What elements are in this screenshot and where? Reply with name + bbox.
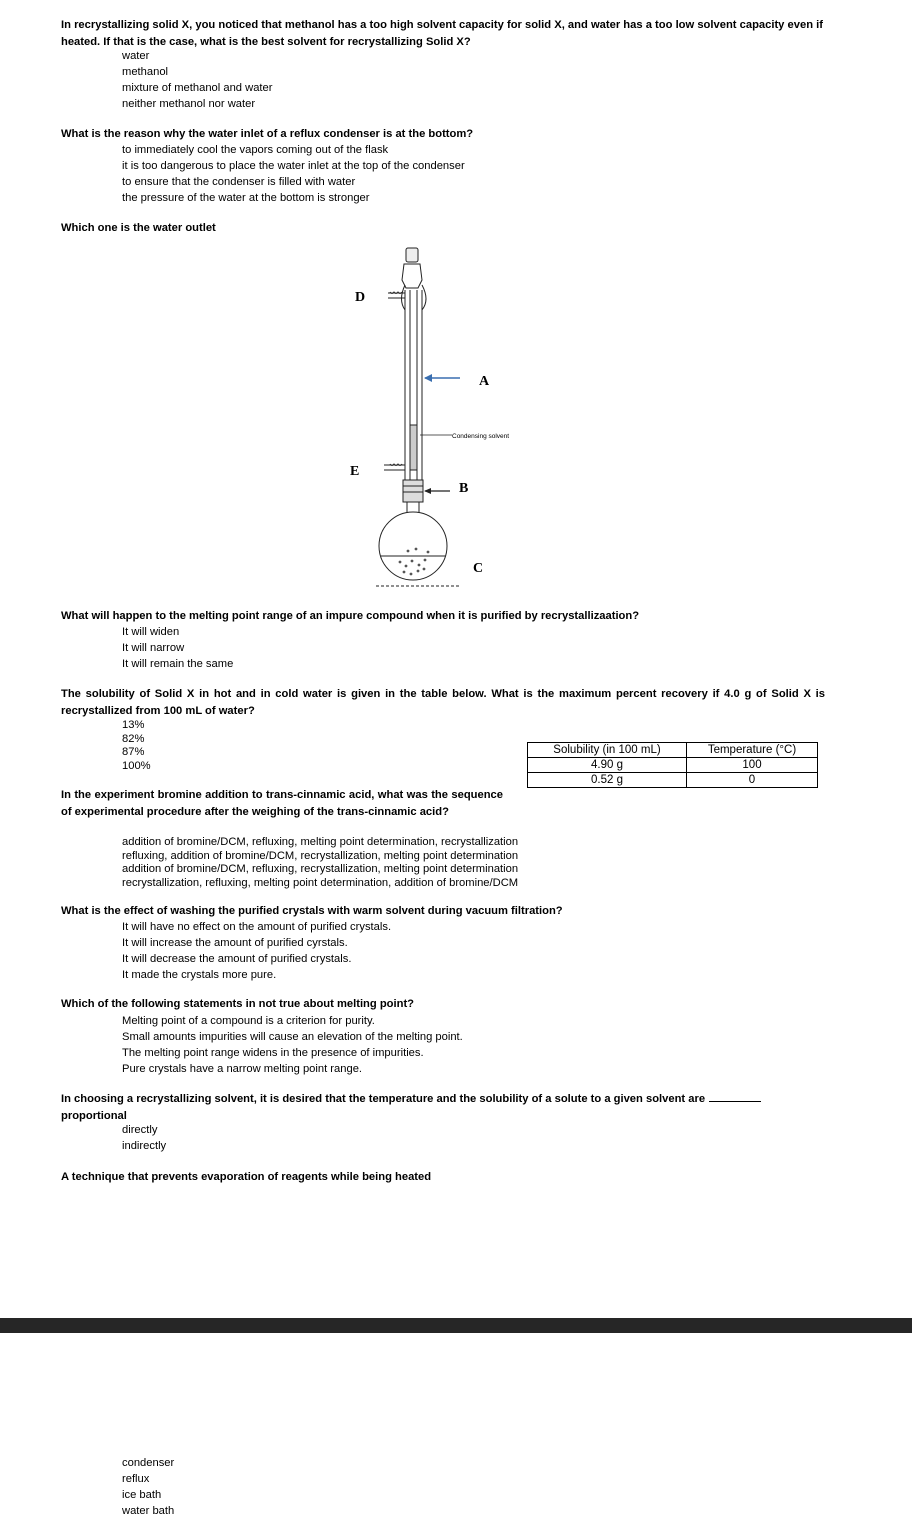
- question-7-option-3[interactable]: It will decrease the amount of purified crystals.: [122, 953, 352, 965]
- question-9-block: [61, 1091, 825, 1125]
- question-7-options: [122, 919, 391, 983]
- temperature-header: Temperature (°C): [687, 743, 818, 758]
- table-cell: 0: [687, 773, 818, 788]
- question-1-options: [122, 48, 273, 112]
- label-c: C: [473, 561, 484, 576]
- question-4-option-2[interactable]: It will narrow: [122, 642, 185, 654]
- arrow-b-head: [424, 488, 431, 494]
- question-5-text: The solubility of Solid X in hot and in cold water is given in the table below. What is the maximum percent recovery if 4.0 g of Solid X is recrystallized from 100 mL of water?: [61, 688, 825, 717]
- question-2-option-4[interactable]: the pressure of the water at the bottom is stronger: [122, 192, 370, 204]
- question-7-text: What is the effect of washing the purified crystals with warm solvent during vacuum filtration?: [61, 905, 563, 917]
- question-2-option-3[interactable]: to ensure that the condenser is filled with water: [122, 176, 356, 188]
- question-2-option-2[interactable]: it is too dangerous to place the water inlet at the top of the condenser: [122, 160, 465, 172]
- water-inlet-hose-e: [384, 465, 405, 470]
- table-row: [528, 773, 818, 788]
- question-10-options: [122, 1455, 174, 1519]
- question-9-text-end: proportional: [61, 1110, 127, 1122]
- question-8-option-3[interactable]: The melting point range widens in the presence of impurities.: [122, 1047, 424, 1059]
- solubility-table-header: [528, 743, 818, 758]
- question-10-option-3[interactable]: ice bath: [122, 1489, 162, 1501]
- question-1-option-3[interactable]: mixture of methanol and water: [122, 82, 273, 94]
- condenser-top-joint: [402, 264, 422, 288]
- question-2-option-1[interactable]: to immediately cool the vapors coming out of the flask: [122, 144, 389, 156]
- question-4-text: What will happen to the melting point range of an impure compound when it is purified by recrystallizaation?: [61, 610, 640, 622]
- question-5-option-1[interactable]: 13%: [122, 719, 145, 731]
- boiling-chips: [399, 548, 430, 576]
- question-1-option-2[interactable]: methanol: [122, 66, 169, 78]
- question-6-option-1[interactable]: addition of bromine/DCM, refluxing, melting point determination, recrystallization: [122, 836, 519, 848]
- question-5-option-3[interactable]: 87%: [122, 746, 145, 758]
- solubility-table: [527, 742, 818, 788]
- page-separator-bar: [0, 1318, 912, 1333]
- question-3-text: Which one is the water outlet: [61, 222, 216, 234]
- condenser-upper-bulge: [422, 285, 426, 310]
- question-5-option-2[interactable]: 82%: [122, 732, 145, 745]
- arrow-a-head: [424, 374, 432, 382]
- condenser-packing: [410, 425, 417, 470]
- question-9-option-2[interactable]: indirectly: [122, 1140, 167, 1152]
- question-4-option-1[interactable]: It will widen: [122, 626, 180, 638]
- question-4-options: [122, 624, 233, 672]
- question-4-option-3[interactable]: It will remain the same: [122, 658, 234, 670]
- question-7-option-1[interactable]: It will have no effect on the amount of purified crystals.: [122, 921, 392, 933]
- question-8-option-1[interactable]: Melting point of a compound is a criterion for purity.: [122, 1015, 375, 1027]
- label-e: E: [350, 464, 360, 479]
- question-1-option-1[interactable]: water: [122, 50, 150, 62]
- question-6-options: [122, 836, 518, 890]
- question-1-option-4[interactable]: neither methanol nor water: [122, 98, 256, 110]
- table-cell: 100: [687, 758, 818, 773]
- question-8-option-2[interactable]: Small amounts impurities will cause an elevation of the melting point.: [122, 1031, 463, 1043]
- question-6-option-3[interactable]: addition of bromine/DCM, refluxing, recrystallization, melting point determination: [122, 863, 519, 875]
- question-10-option-1[interactable]: condenser: [122, 1457, 175, 1469]
- question-10-option-4[interactable]: water bath: [122, 1505, 175, 1517]
- table-row: [528, 758, 818, 773]
- table-cell: 4.90 g: [528, 758, 687, 773]
- question-9-options: [122, 1122, 166, 1154]
- question-6-option-4[interactable]: recrystallization, refluxing, melting point determination, addition of bromine/DCM: [122, 876, 519, 889]
- round-bottom-flask: [379, 512, 447, 580]
- question-2-options: [122, 142, 465, 206]
- question-6-option-2[interactable]: refluxing, addition of bromine/DCM, recrystallization, melting point determination: [122, 849, 519, 862]
- question-8-options: [122, 1013, 463, 1077]
- reflux-condenser-diagram: [340, 240, 540, 590]
- solubility-header: Solubility (in 100 mL): [528, 743, 687, 758]
- question-1-text: In recrystallizing solid X, you noticed that methanol has a too high solvent capacity for solid X, and water has a too low solvent capacity even if heated. If that is the case, what is the best solvent for recrystallizing Solid X?: [61, 19, 823, 48]
- label-d: D: [355, 290, 366, 305]
- question-6-text: In the experiment bromine addition to trans-cinnamic acid, what was the sequence of experimental procedure after the weighing of the trans-cinnamic acid?: [61, 789, 503, 818]
- question-2-text: What is the reason why the water inlet of a reflux condenser is at the bottom?: [61, 128, 474, 140]
- condenser-stopper: [406, 248, 418, 262]
- label-b: B: [459, 481, 469, 496]
- question-7-option-2[interactable]: It will increase the amount of purified cyrstals.: [122, 937, 348, 949]
- question-5-option-4[interactable]: 100%: [122, 759, 151, 772]
- ground-glass-joint: [403, 480, 423, 502]
- question-8-option-4[interactable]: Pure crystals have a narrow melting point range.: [122, 1063, 363, 1075]
- question-10-option-2[interactable]: reflux: [122, 1473, 150, 1485]
- question-5-options: [122, 719, 151, 773]
- condensing-solvent-label: Condensing solvent: [452, 433, 510, 440]
- question-7-option-4[interactable]: It made the crystals more pure.: [122, 969, 277, 981]
- answer-blank: [709, 1091, 761, 1102]
- question-9-text: In choosing a recrystallizing solvent, it is desired that the temperature and the solubility of a solute to a given solvent are: [61, 1093, 706, 1105]
- question-8-text: Which of the following statements in not true about melting point?: [61, 998, 415, 1010]
- flask-neck: [407, 502, 419, 512]
- question-10-text: A technique that prevents evaporation of reagents while being heated: [61, 1171, 432, 1183]
- question-9-option-1[interactable]: directly: [122, 1124, 158, 1136]
- label-a: A: [479, 374, 490, 389]
- table-cell: 0.52 g: [528, 773, 687, 788]
